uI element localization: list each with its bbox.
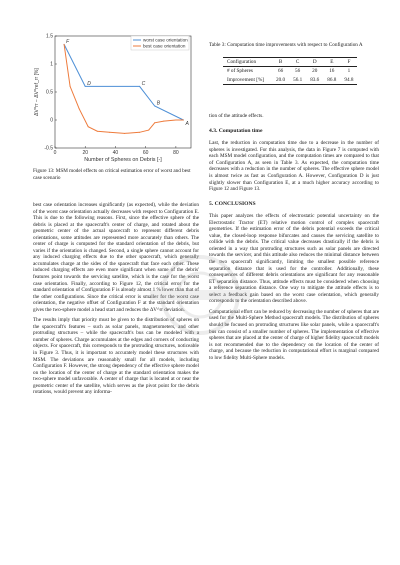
y-tick-label: 1 <box>50 61 53 68</box>
series-line-1 <box>64 44 183 133</box>
right-paragraph-3: Computational effort can be reduced by decreasing the number of spheres that are used for the Multi-Sphere Method spacecraft models. The distribution of spheres should be focused on protruding structures like solar panels, while a spacecraft's bus can consist of a smaller number of spheres. The implementation of effective spheres that are placed at the center of charge of higher fidelity spacecraft models is not recommended due to the dependency on the location of the center of charge, and because the reduction in computational effort is marginal compared to low fidelity Multi-Sphere models. <box>209 308 379 361</box>
config-annotation: F <box>66 38 70 45</box>
table-cell: 20.0 <box>272 76 289 85</box>
x-tick-label: 20 <box>82 150 89 156</box>
config-annotation: B <box>156 100 161 107</box>
table-header-row <box>223 57 357 67</box>
table-cell: 56 <box>295 68 301 75</box>
table-cell: 66 <box>277 68 284 75</box>
legend-label: best case orientation <box>143 43 186 49</box>
data-point <box>148 130 149 131</box>
x-tick-label: 0 <box>53 150 57 156</box>
section-heading-4-3: 4.3. Computation time <box>209 127 263 134</box>
legend-label: worst case orientation <box>143 37 188 43</box>
computation-time-table <box>223 57 357 86</box>
table-row <box>223 76 357 85</box>
y-tick-label: 0.5 <box>46 89 53 96</box>
left-paragraph-2: The results imply that priority must be given to the distribution of spheres on the spacecraft's features – such as solar panels, magnetometers, and other protruding structures – while the spacecraft's bus can be modeled with a number of spheres. Charge accumulates at the edges and corners of conducting objects. For spacecraft, this corresponds to the protruding structures, noticeable in Figure 3. Thus, it is important to accurately model these structures with MSM. The deviations are reasonably small for all models, including Configuration F. However, the strong dependency of the effective sphere model on the location of the center of charge at the standard orientation makes the two-sphere model unfavorable. A center of charge that is located at or near the geometric center of the satellite, which serves as the pivot point for the debris rotations, would prevent any informa- <box>33 317 199 396</box>
table-cell: E <box>323 57 340 67</box>
right-paragraph-2: This paper analyzes the effects of electrostatic potential uncertainty on the Electrostatic Tractor (ET) relative motion control of complex spacecraft geometries. If the estimation error of the debris potential exceeds the critical value, the closed-loop response bifurcates and causes the servicing satellite to collide with the debris. The critical value decreases drastically if the debris is oriented in a way that protruding structures such as solar panels are directed towards the servicer, and this attitude also reduces the minimal distance between the two spacecraft significantly, limiting the smallest possible reference separation distance that is used for the controller. Additionally, these consequences of different debris orientations are significant for any reasonable ET separation distance. Thus, attitude effects must be considered when choosing a reference separation distance. One way to mitigate the attitude effects is to select a feedback gain based on the worst case orientation, which generally corresponds to the orientation described above. <box>209 213 379 305</box>
figure-13-caption: Figure 13: MSM model effects on critical estimation error of worst and best case scenario <box>33 168 191 181</box>
table-cell: D <box>306 57 323 67</box>
right-paragraph-0: tion of the attitude effects. <box>209 113 264 120</box>
right-paragraph-1: Last, the reduction in computation time due to a decrease in the number of spheres is investigated. For this analysis, the data in Figure 7 is computed with each MSM model configuration, and the computation times are compared to that of Configuration A, as seen in Table 3. As expected, the computation time decreases with a reduction in the number of spheres. The effective sphere model is almost twice as fast as Configuration A. However, Configuration D is just slightly slower than Configuration E, at a much higher accuracy according to Figure 12 and Figure 13. <box>209 140 379 193</box>
y-tick-label: 0 <box>50 117 53 124</box>
table-cell: 1 <box>347 68 351 75</box>
msm-error-chart <box>33 30 199 166</box>
table-cell: 56.1 <box>289 76 306 85</box>
data-point <box>79 108 80 109</box>
series-line-0 <box>64 44 183 120</box>
chart-svg <box>33 30 199 166</box>
table-cell: Improvement [%] <box>223 76 272 85</box>
watermark-logo <box>130 250 270 340</box>
x-tick-label: 60 <box>142 150 149 156</box>
y-tick-label: -0.5 <box>44 145 53 152</box>
table-cell: 20 <box>312 68 318 75</box>
x-tick-label: 40 <box>112 150 119 156</box>
table-3-caption: Table 3: Computation time improvements with respect to Configuration A <box>209 42 363 48</box>
data-point <box>97 131 98 132</box>
table-cell: C <box>289 57 306 67</box>
table-cell: 86.8 <box>323 76 340 85</box>
plot-frame <box>55 36 191 148</box>
data-point <box>88 126 89 127</box>
table-cell: B <box>272 57 289 67</box>
section-heading-5: 5. CONCLUSIONS <box>209 200 256 207</box>
config-annotation: D <box>87 80 91 87</box>
table-cell: # of Spheres <box>227 68 253 75</box>
table-row <box>223 67 357 76</box>
data-point <box>139 132 140 133</box>
data-point <box>109 132 110 133</box>
table-cell: 16 <box>329 68 335 75</box>
table-cell: Configuration <box>223 57 272 67</box>
data-point <box>154 106 155 107</box>
y-axis-label: ΔV^rr − ΔV^ref_rr [%] <box>34 68 40 116</box>
data-point <box>70 86 71 87</box>
data-point <box>163 121 164 122</box>
data-point <box>154 122 155 123</box>
y-tick-label: 1.5 <box>46 33 53 40</box>
x-tick-label: 80 <box>173 150 179 156</box>
x-axis-label: Number of Spheres on Debris [-] <box>84 157 162 163</box>
table-cell: 83.6 <box>306 76 323 85</box>
left-paragraph-1: best case orientation increases significantly (as expected), while the deviation of the worst case orientation actually decreases with respect to Configuration E. This is due to the following reasons. First, since the effective sphere of the debris is placed at the spacecraft's center of charge, and rotated about the geometric center of the actual spacecraft to represent different debris orientations, some attitudes are represented more accurately than others. The center of charge is computed for the standard orientation of the debris, but varies if the orientation is changed. Second, a single sphere cannot account for any induced charging effects due to the other spacecraft, which generally accumulates charge at the sides of the spacecraft that face each other. These induced charging effects are even more significant when some of the debris' features point towards the servicing satellite, which is the case for the worst case orientation. Finally, according to Figure 12, the critical error for the standard orientation of Configuration F is already almost 1 % lower than that of the other configurations. Since the critical error is smaller for the worst case orientation, the negative offset of Configuration F at the standard orientation gives the two-sphere model a head start and reduces the ΔV^rr deviation. <box>33 202 199 313</box>
data-point <box>139 86 140 87</box>
config-annotation: C <box>141 80 146 87</box>
table-cell: F <box>340 57 357 67</box>
data-point <box>85 86 86 87</box>
config-annotation: A <box>185 121 189 127</box>
table-cell: 94.8 <box>340 76 357 85</box>
data-point <box>183 120 184 121</box>
data-point <box>124 133 125 134</box>
data-point <box>64 44 65 45</box>
data-point <box>175 120 176 121</box>
